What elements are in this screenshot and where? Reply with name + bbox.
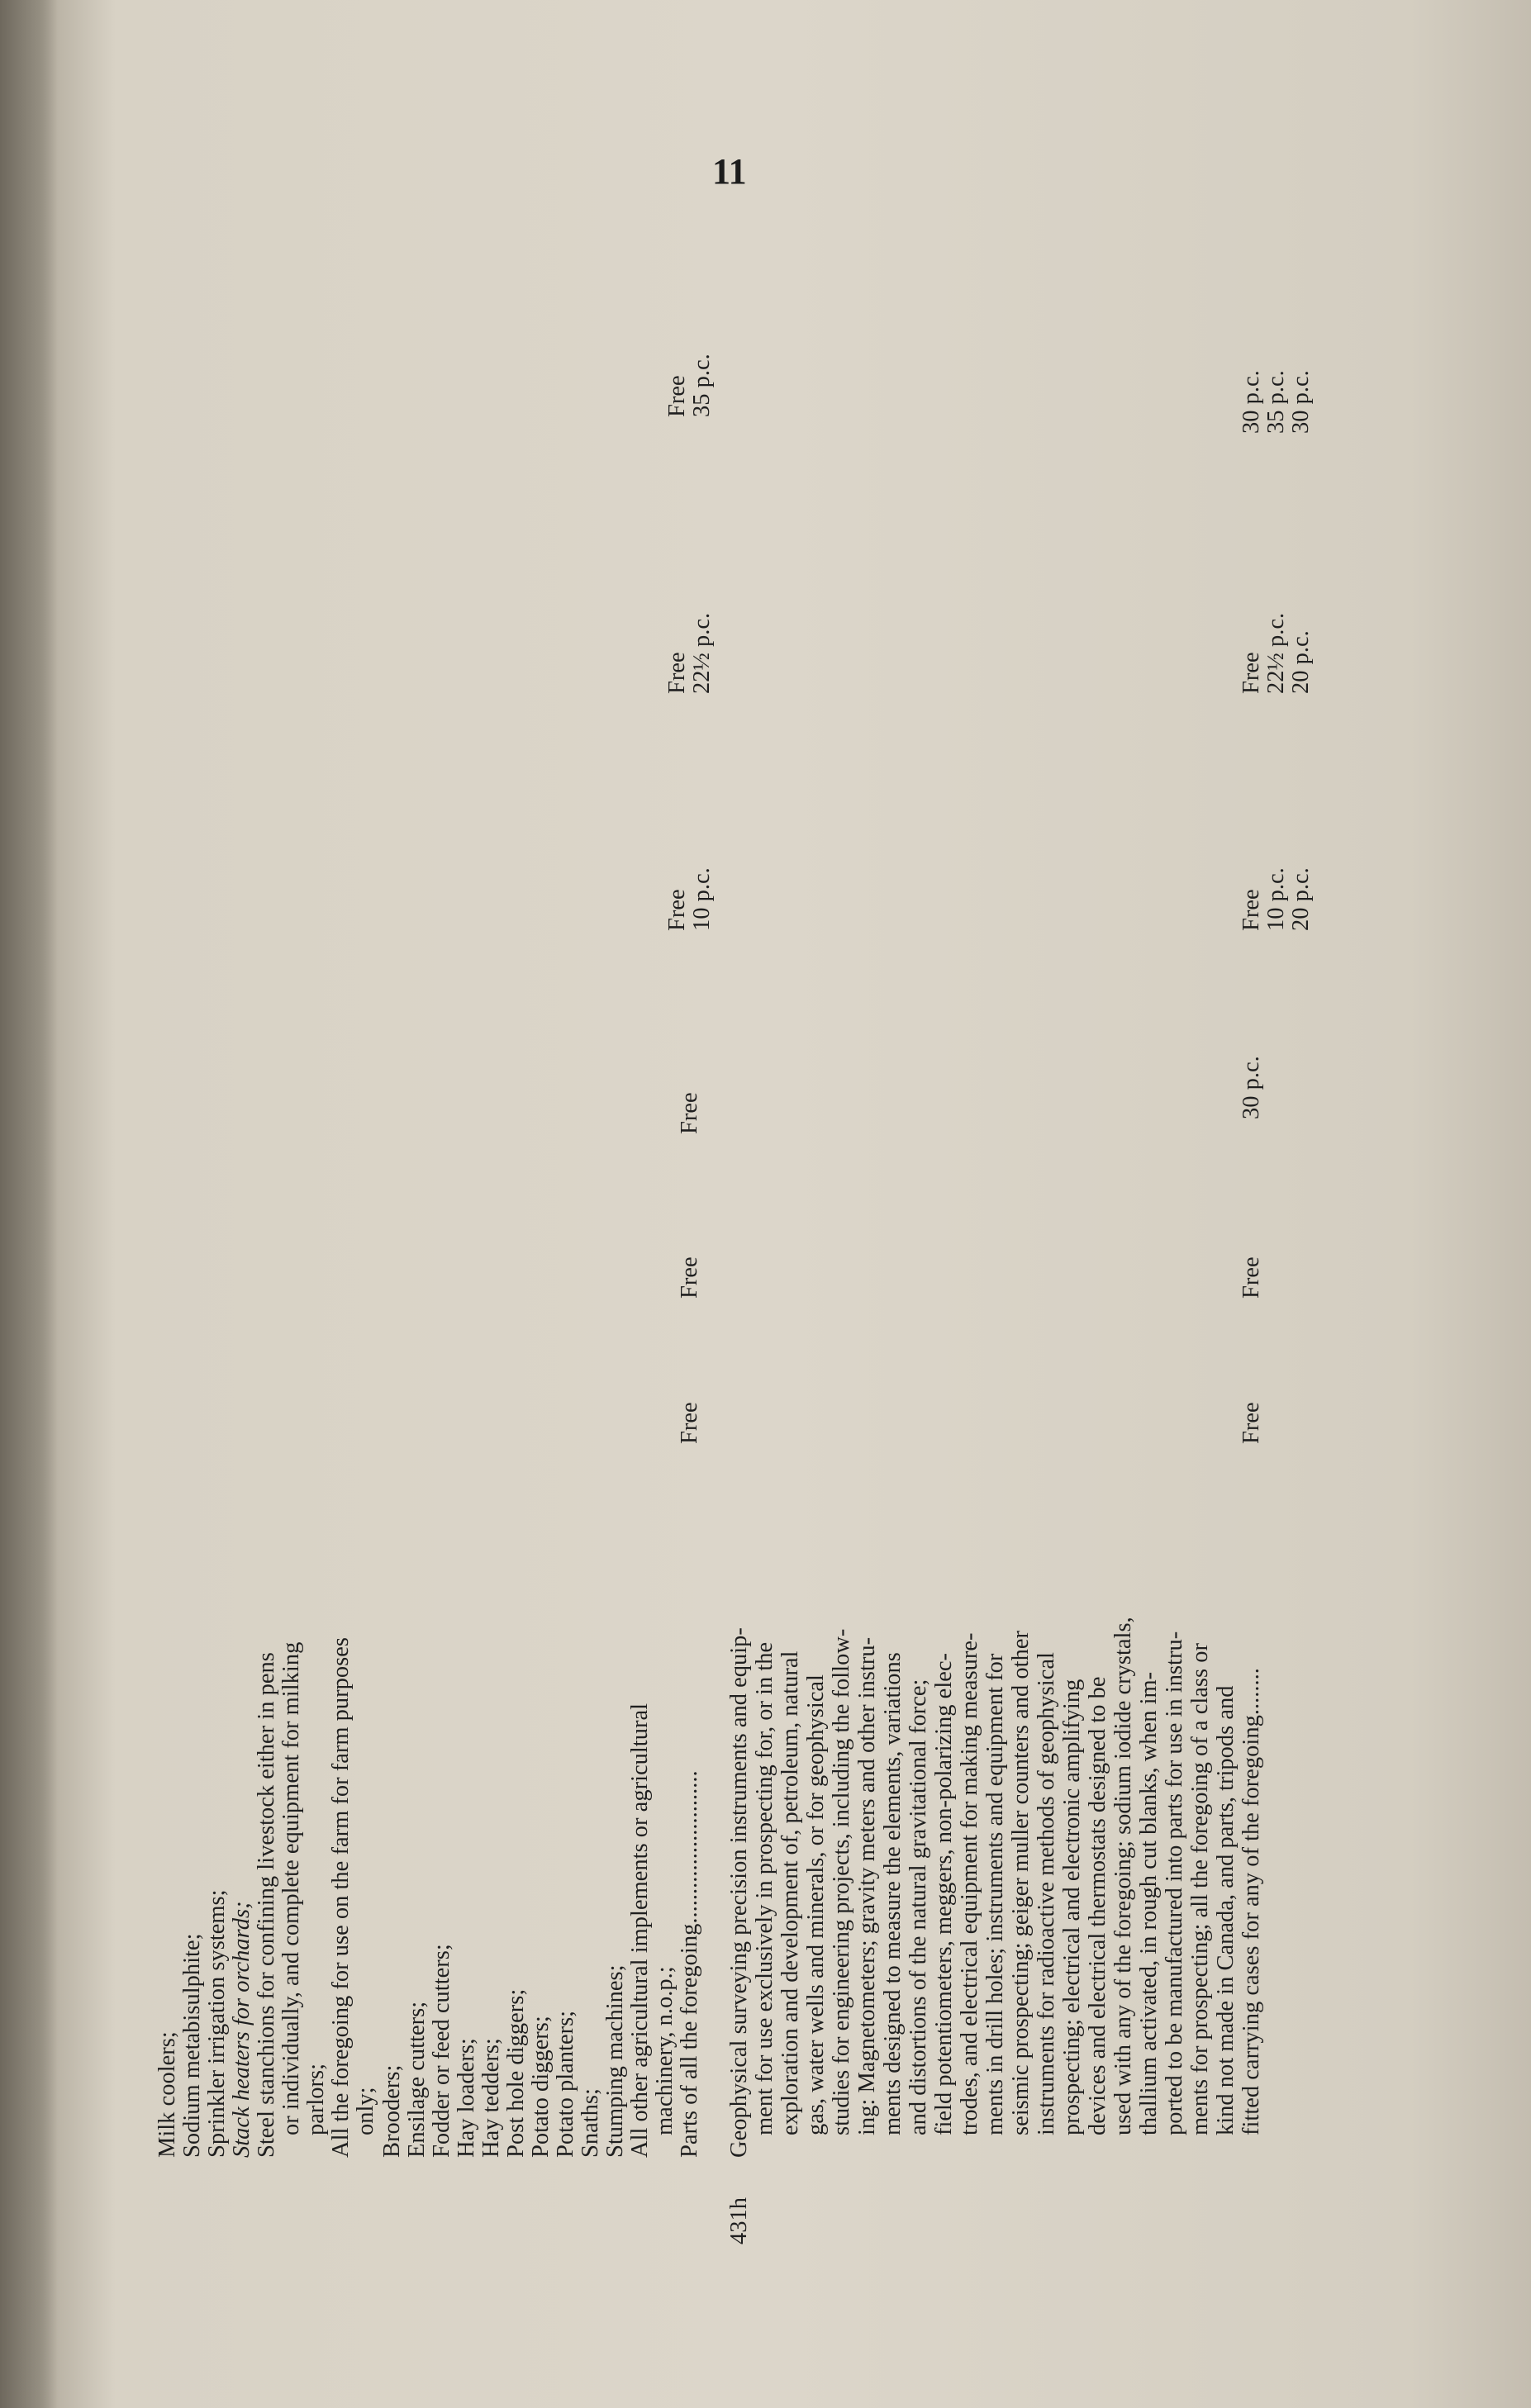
item-line: Sodium metabisulphite; <box>179 1933 205 2158</box>
item-line: All the foregoing for use on the farm for farm purposes <box>328 1637 354 2158</box>
item-line: Sprinkler irrigation systems; <box>204 1889 230 2158</box>
item-line: exploration and development of, petroleum, natural <box>777 1650 803 2135</box>
item-line: studies for engineering projects, including the follow- <box>829 1628 854 2135</box>
item-line: ments in drill holes; instruments and equipment for <box>982 1653 1008 2135</box>
item-line: machinery, n.o.p.; <box>652 1966 678 2135</box>
page-number: 11 <box>712 151 747 192</box>
item-line: devices and electrical thermostats designed to be <box>1085 1676 1110 2135</box>
item-line: or individually, and complete equipment for milking <box>278 1641 304 2135</box>
item-line: fitted carrying cases for any of the foregoing........ <box>1239 1668 1264 2135</box>
item-line: Hay tedders; <box>478 2038 504 2158</box>
item-line: used with any of the foregoing; sodium iodide crystals, <box>1110 1617 1136 2135</box>
item-line: ment for use exclusively in prospecting for, or in the <box>752 1641 777 2135</box>
item-line: and distortions of the natural gravitational force; <box>906 1679 931 2135</box>
rate-cell: Free 10 p.c. 20 p.c. <box>1239 867 1314 931</box>
tariff-item-number: 431h <box>726 2197 752 2244</box>
item-line: Potato planters; <box>553 2010 578 2158</box>
item-line: prospecting; electrical and electronic amplifying <box>1059 1679 1085 2135</box>
item-line: Stumping machines; <box>602 1964 628 2158</box>
item-line: thallium activated, in rough cut blanks, when im- <box>1136 1671 1162 2135</box>
rate-cell: Free <box>677 1256 702 1299</box>
rate-cell: Free 10 p.c. <box>664 867 715 931</box>
item-line: All other agricultural implements or agricultural <box>627 1703 653 2158</box>
item-line: kind not made in Canada, and parts, tripods and <box>1213 1685 1239 2135</box>
item-line: field potentiometers, meggers, non-polarizing elec- <box>931 1652 957 2135</box>
item-line: Steel stanchions for confining livestock either in pens <box>254 1652 279 2158</box>
rate-cell: 30 p.c. 35 p.c. 30 p.c. <box>1239 370 1314 434</box>
item-line: Brooders; <box>379 2064 405 2158</box>
item-line: Geophysical surveying precision instruments and equip- <box>726 1627 752 2158</box>
item-line: trodes, and electrical equipment for making measure- <box>957 1632 982 2135</box>
item-line: only; <box>353 2087 378 2135</box>
rate-cell: Free 35 p.c. <box>664 354 715 417</box>
item-line: instruments for radioactive methods of geophysical <box>1034 1652 1059 2135</box>
item-line: gas, water wells and minerals, or for geophysical <box>803 1674 829 2135</box>
rate-cell: Free <box>1239 1402 1264 1444</box>
item-line: ments for prospecting; all the foregoing of a class or <box>1187 1643 1213 2135</box>
item-line: ported to be manufactured into parts for use in instru- <box>1162 1631 1187 2135</box>
item-line: ments designed to measure the elements, variations <box>880 1652 906 2135</box>
rate-cell: Free 22½ p.c. 20 p.c. <box>1239 612 1314 694</box>
item-line: Fodder or feed cutters; <box>429 1944 454 2158</box>
rate-cell: Free <box>677 1402 702 1444</box>
item-line: Post hole diggers; <box>503 1988 529 2158</box>
rate-cell: 30 p.c. <box>1239 1056 1264 1119</box>
item-line: Snaths; <box>578 2088 603 2158</box>
item-line: Hay loaders; <box>454 2038 479 2158</box>
item-line: parlors; <box>303 2063 329 2135</box>
item-line: Parts of all the foregoing.......................... <box>677 1770 702 2158</box>
rate-cell: Free 22½ p.c. <box>664 612 715 694</box>
item-line: Potato diggers; <box>528 2016 554 2158</box>
rate-cell: Free <box>1239 1256 1264 1299</box>
rate-cell: Free <box>677 1092 702 1134</box>
item-line: ing: Magnetometers; gravity meters and other instru- <box>854 1636 880 2135</box>
item-line: seismic prospecting; geiger muller counters and other <box>1008 1631 1034 2135</box>
item-line: Stack heaters for orchards; <box>229 1901 254 2158</box>
item-line: Ensilage cutters; <box>404 2001 430 2158</box>
item-line: Milk coolers; <box>155 2031 180 2158</box>
